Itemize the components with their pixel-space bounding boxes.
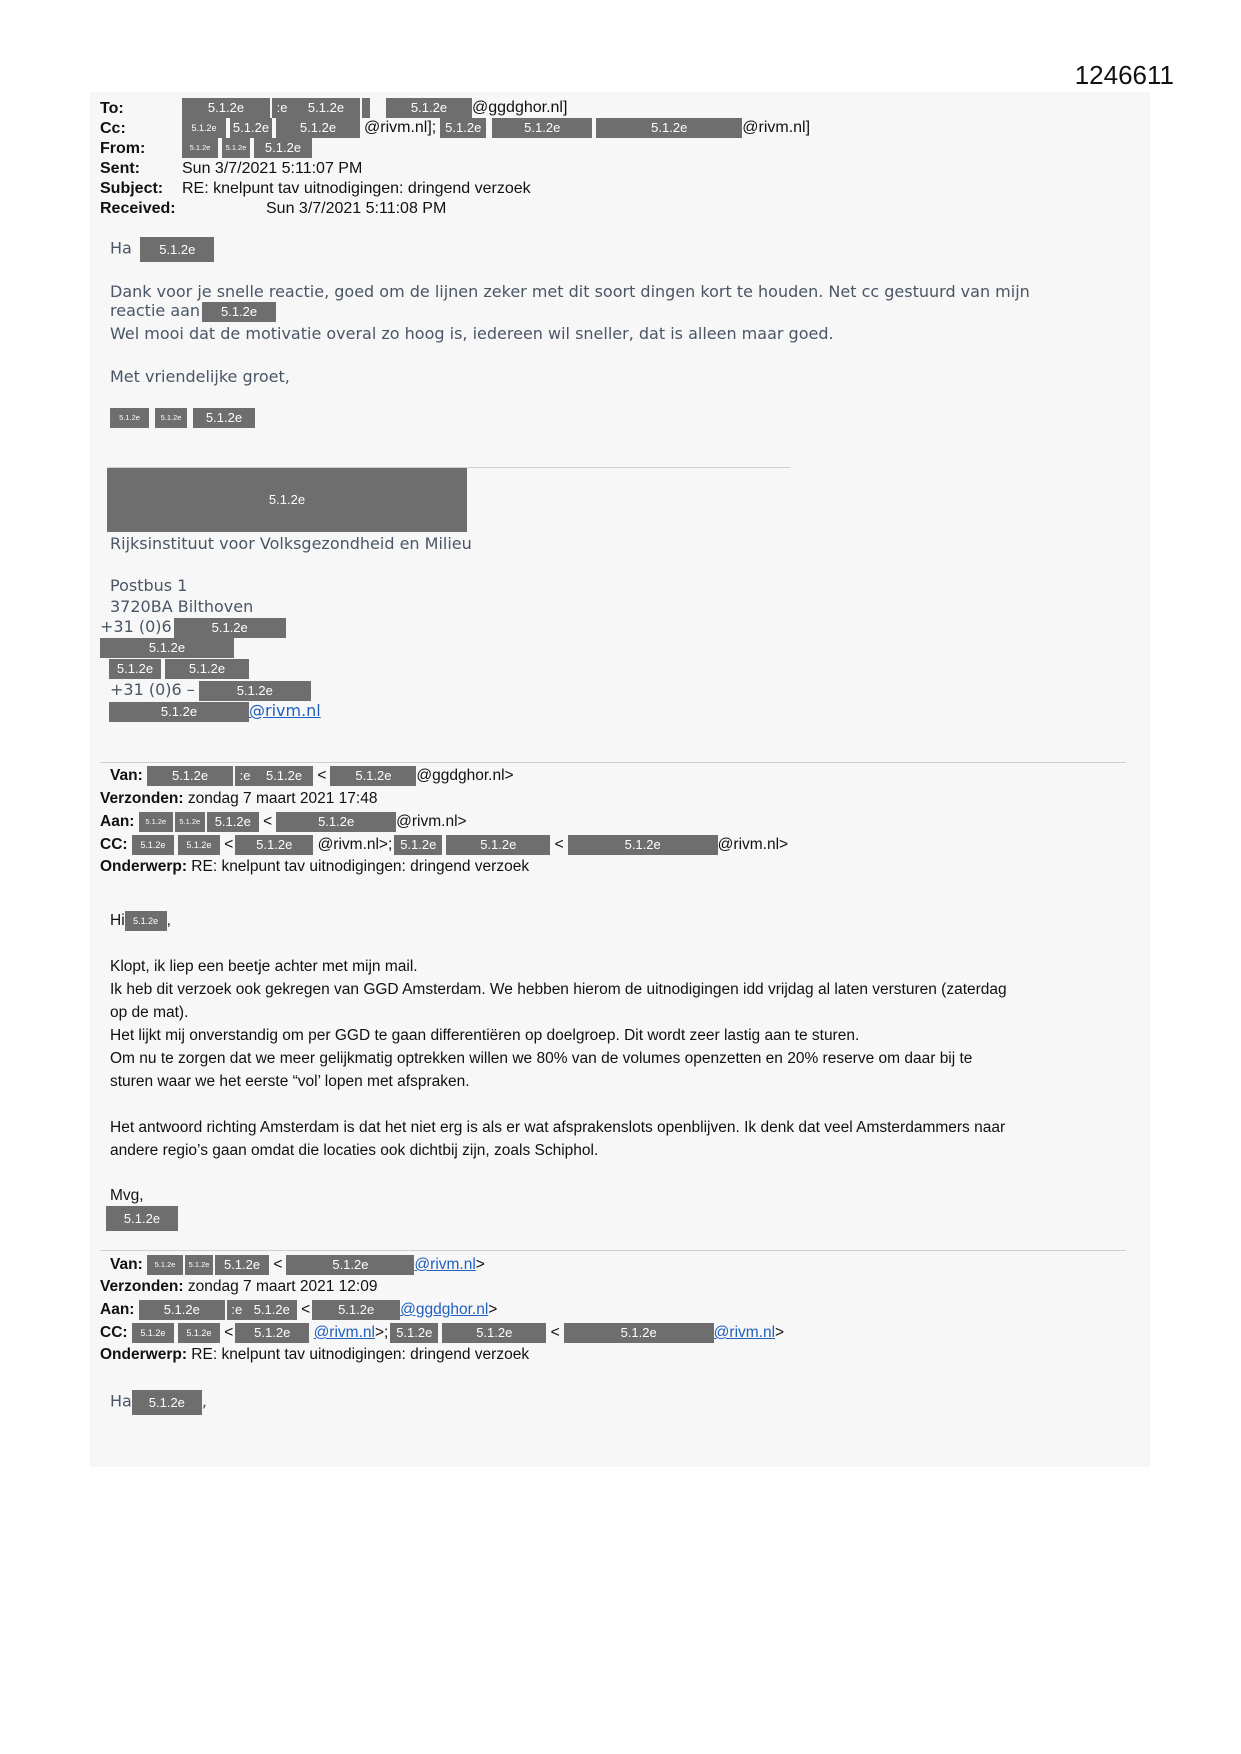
redacted-block: 5.1.2e [247,1300,297,1320]
aan-label: Aan: [100,1301,135,1319]
paragraph-line: Om nu te zorgen dat we meer gelijkmatig optrekken willen we 80% van de volumes openzetten en 20% reserve om daar bij te [110,1050,973,1067]
redacted-block: 5.1.2e [106,1206,178,1231]
closing: Mvg, [110,1187,144,1204]
redacted-block: 5.1.2e [147,1255,183,1275]
message-line-1: Dank voor je snelle reactie, goed om de lijnen zeker met dit soort dingen kort te houden. Net cc gestuurd van mijn [110,282,1030,301]
redacted-block: 5.1.2e [132,1390,202,1415]
van-domain: @ggdghor.nl> [416,767,514,785]
greeting: Hi [110,912,125,930]
onderwerp-label: Onderwerp: [100,858,187,875]
redacted-block: 5.1.2e [386,98,472,118]
redacted-block: 5.1.2e [276,812,396,832]
greeting: Ha [110,238,132,258]
onderwerp-value: RE: knelpunt tav uitnodigingen: dringend verzoek [191,858,530,875]
message-3-body: Ha 5.1.2e , [110,1390,207,1415]
postbus: Postbus 1 [110,576,188,595]
paragraph-line: sturen waar we het eerste “vol’ lopen met afspraken. [110,1073,470,1090]
redacted-block: 5.1.2e [110,408,149,428]
verzonden-label: Verzonden: [100,790,184,807]
paragraph-line: andere regio’s gaan omdat die locaties ook dichtbij zijn, zoals Schiphol. [110,1142,599,1159]
redacted-block: 5.1.2e [394,835,442,855]
cc-email-link-1[interactable]: @rivm.nl [313,1324,375,1342]
redacted-block: 5.1.2e [125,911,167,931]
cc-domain-2: @rivm.nl] [742,119,811,137]
redacted-block: 5.1.2e [255,766,313,786]
from-label: From: [100,140,146,157]
redacted-block [362,98,370,118]
redacted-block: 5.1.2e [564,1323,714,1343]
cc-domain-1: @rivm.nl]; [364,119,437,137]
redacted-block: 5.1.2e [132,835,174,855]
cc-domain-2: @rivm.nl> [717,836,789,854]
redacted-block: 5.1.2e [182,118,226,138]
redacted-block: 5.1.2e [109,659,161,679]
sent-value: Sun 3/7/2021 5:11:07 PM [182,160,363,177]
redacted-block: 5.1.2e [147,766,233,786]
redacted-block: :e [227,1300,247,1320]
redacted-block: 5.1.2e [254,138,312,158]
cc-domain-1: @rivm.nl>; [317,836,393,854]
redacted-block: 5.1.2e [178,835,220,855]
paragraph-line: Ik heb dit verzoek ook gekregen van GGD Amsterdam. We hebben hierom de uitnodigingen idd vrijdag al laten versturen (zaterdag [110,981,1007,998]
cc-email-link-2[interactable]: @rivm.nl [713,1324,776,1342]
paragraph-line: op de mat). [110,1004,189,1021]
redacted-block: 5.1.2e [182,138,218,158]
redacted-block: 5.1.2e [390,1323,438,1343]
redacted-block: 5.1.2e [207,812,259,832]
redacted-block: 5.1.2e [596,118,742,138]
redacted-block: 5.1.2e [230,118,272,138]
redacted-block: 5.1.2e [139,1300,225,1320]
redacted-block: 5.1.2e [182,98,270,118]
divider [100,762,1126,763]
verzonden-value: zondag 7 maart 2021 17:48 [187,790,378,807]
paragraph-line: Het lijkt mij onverstandig om per GGD te gaan differentiëren op doelgroep. Dit wordt zeer lastig aan te sturen. [110,1027,860,1044]
onderwerp-label: Onderwerp: [100,1346,187,1363]
verzonden-label: Verzonden: [100,1278,184,1295]
redacted-block: 5.1.2e [185,1255,213,1275]
redacted-block: 5.1.2e [312,1300,400,1320]
redacted-block: 5.1.2e [235,1323,309,1343]
redacted-block: 5.1.2e [330,766,416,786]
redacted-block: 5.1.2e [292,98,360,118]
paragraph-line: Het antwoord richting Amsterdam is dat het niet erg is als er wat afsprakenslots openblijven. Ik denk dat veel Amsterdammers naar [110,1119,1006,1136]
message-line-2: reactie aan [110,301,201,320]
redacted-block: 5.1.2e [140,237,214,262]
redacted-block: 5.1.2e [442,1323,546,1343]
city: 3720BA Bilthoven [110,597,254,616]
redacted-block: 5.1.2e [193,408,255,428]
received-value: Sun 3/7/2021 5:11:08 PM [266,200,447,217]
message-line-3: Wel mooi dat de motivatie overal zo hoog is, iedereen wil sneller, dat is alleen maar goed. [110,324,834,343]
redacted-block: :e [272,98,292,118]
cc-label: Cc: [100,120,126,137]
redacted-block: 5.1.2e [235,835,313,855]
greeting: Ha [110,1391,132,1411]
redacted-block: 5.1.2e [175,812,205,832]
aan-domain: @rivm.nl> [396,813,467,831]
redacted-block: 5.1.2e [286,1255,414,1275]
redacted-block: 5.1.2e [440,118,486,138]
redacted-block: 5.1.2e [139,812,173,832]
redacted-block: 5.1.2e [165,659,249,679]
closing: Met vriendelijke groet, [110,367,290,386]
redacted-block: 5.1.2e [109,702,249,722]
phone-1: +31 (0)6 [100,617,172,636]
redacted-block: 5.1.2e [174,618,286,638]
redacted-block: 5.1.2e [199,681,311,701]
redacted-block: 5.1.2e [202,302,276,322]
redacted-block: 5.1.2e [155,408,187,428]
cc-label: CC: [100,836,128,854]
redacted-block: 5.1.2e [568,835,718,855]
aan-email-link[interactable]: @ggdghor.nl [400,1301,489,1319]
redacted-block: 5.1.2e [492,118,592,138]
van-label: Van: [110,1256,143,1274]
document-number: 1246611 [1074,60,1174,90]
redacted-block: 5.1.2e [100,638,234,658]
van-email-link[interactable]: @rivm.nl [414,1256,476,1274]
aan-label: Aan: [100,813,135,831]
divider [100,1250,1126,1251]
sent-label: Sent: [100,160,140,177]
subject-value: RE: knelpunt tav uitnodigingen: dringend verzoek [182,180,531,197]
verzonden-value: zondag 7 maart 2021 12:09 [187,1278,378,1295]
onderwerp-value: RE: knelpunt tav uitnodigingen: dringend verzoek [191,1346,530,1363]
to-domain: @ggdghor.nl] [472,99,568,117]
van-label: Van: [110,767,143,785]
redacted-logo-block: 5.1.2e [107,468,467,532]
received-label: Received: [100,200,176,217]
signature-email-link[interactable]: @rivm.nl [249,701,321,720]
organization: Rijksinstituut voor Volksgezondheid en Milieu [110,534,472,553]
redacted-block: 5.1.2e [132,1323,174,1343]
redacted-block: 5.1.2e [178,1323,220,1343]
redacted-block: :e [235,766,255,786]
redacted-block: 5.1.2e [446,835,550,855]
cc-label: CC: [100,1324,128,1342]
subject-label: Subject: [100,180,164,197]
phone-2: +31 (0)6 – [110,680,195,699]
redacted-block: 5.1.2e [276,118,360,138]
to-label: To: [100,100,124,117]
redacted-block: 5.1.2e [215,1255,269,1275]
redacted-block: 5.1.2e [222,138,250,158]
paragraph-line: Klopt, ik liep een beetje achter met mijn mail. [110,958,418,975]
